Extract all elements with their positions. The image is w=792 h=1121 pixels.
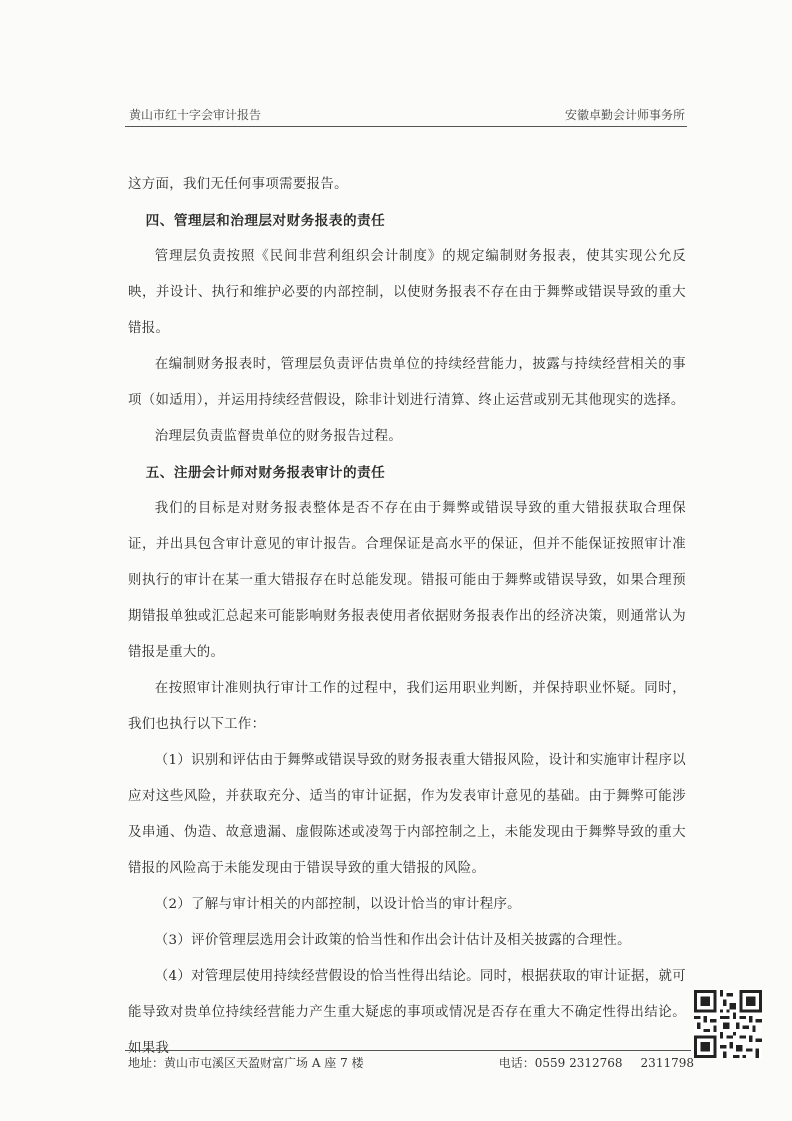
paragraph: 管理层负责按照《民间非营利组织会计制度》的规定编制财务报表，使其实现公允反映，并设计、执行和维护必要的内部控制，以使财务报表不存在由于舞弊或错误导致的重大错报。: [128, 249, 686, 336]
header-firm-name: 安徽卓勤会计师事务所: [564, 108, 685, 122]
list-item-3: （3）评价管理层选用会计政策的恰当性和作出会计估计及相关披露的合理性。: [154, 933, 631, 948]
paragraph: 在按照审计准则执行审计工作的过程中，我们运用职业判断，并保持职业怀疑。同时，我们也执行以下工作：: [128, 681, 686, 732]
paragraph: 在编制财务报表时，管理层负责评估贵单位的持续经营能力，披露与持续经营相关的事项（如适用），并运用持续经营假设，除非计划进行清算、终止运营或别无其他现实的选择。: [128, 357, 686, 408]
paragraph-continuation: 这方面，我们无任何事项需要报告。: [128, 177, 348, 192]
list-item-1: （1）识别和评估由于舞弊或错误导致的财务报表重大错报风险，设计和实施审计程序以应对这些风险，并获取充分、适当的审计证据，作为发表审计意见的基础。由于舞弊可能涉及串通、伪造、故意遗漏、虚假陈述或凌驾于内部控制之上，未能发现由于舞弊导致的重大错报的风险高于未能发现由于错误导致的重大错报的风险。: [128, 753, 686, 876]
footer-address: 地址：黄山市屯溪区天盈财富广场 A 座 7 楼: [128, 1056, 364, 1070]
paragraph: 治理层负责监督贵单位的财务报告过程。: [154, 429, 403, 444]
footer-phone-2: 2311798: [640, 1056, 694, 1070]
list-item-4: （4）对管理层使用持续经营假设的恰当性得出结论。同时，根据获取的审计证据，就可能导致对贵单位持续经营能力产生重大疑虑的事项或情况是否存在重大不确定性得出结论。如果我: [128, 969, 686, 1056]
footer-divider: [125, 1050, 691, 1051]
report-body: [128, 167, 686, 1067]
paragraph: 我们的目标是对财务报表整体是否不存在由于舞弊或错误导致的重大错报获取合理保证，并出具包含审计意见的审计报告。合理保证是高水平的保证，但并不能保证按照审计准则执行的审计在某一重大错报存在时总能发现。错报可能由于舞弊或错误导致，如果合理预期错报单独或汇总起来可能影响财务报表使用者依据财务报表作出的经济决策，则通常认为错报是重大的。: [128, 501, 686, 660]
page-header: [125, 106, 687, 124]
header-report-title: 黄山市红十字会审计报告: [129, 108, 262, 122]
header-divider: [125, 126, 687, 127]
list-item-2: （2）了解与审计相关的内部控制，以设计恰当的审计程序。: [154, 897, 521, 912]
footer-contact: [481, 1054, 694, 1071]
page-footer: [128, 1054, 694, 1072]
section-heading-auditor-responsibility: 五、注册会计师对财务报表审计的责任: [145, 465, 386, 481]
qr-code-icon: [694, 990, 762, 1058]
section-heading-management-responsibility: 四、管理层和治理层对财务报表的责任: [145, 213, 386, 229]
footer-phone: 电话：0559 2312768: [498, 1056, 623, 1070]
